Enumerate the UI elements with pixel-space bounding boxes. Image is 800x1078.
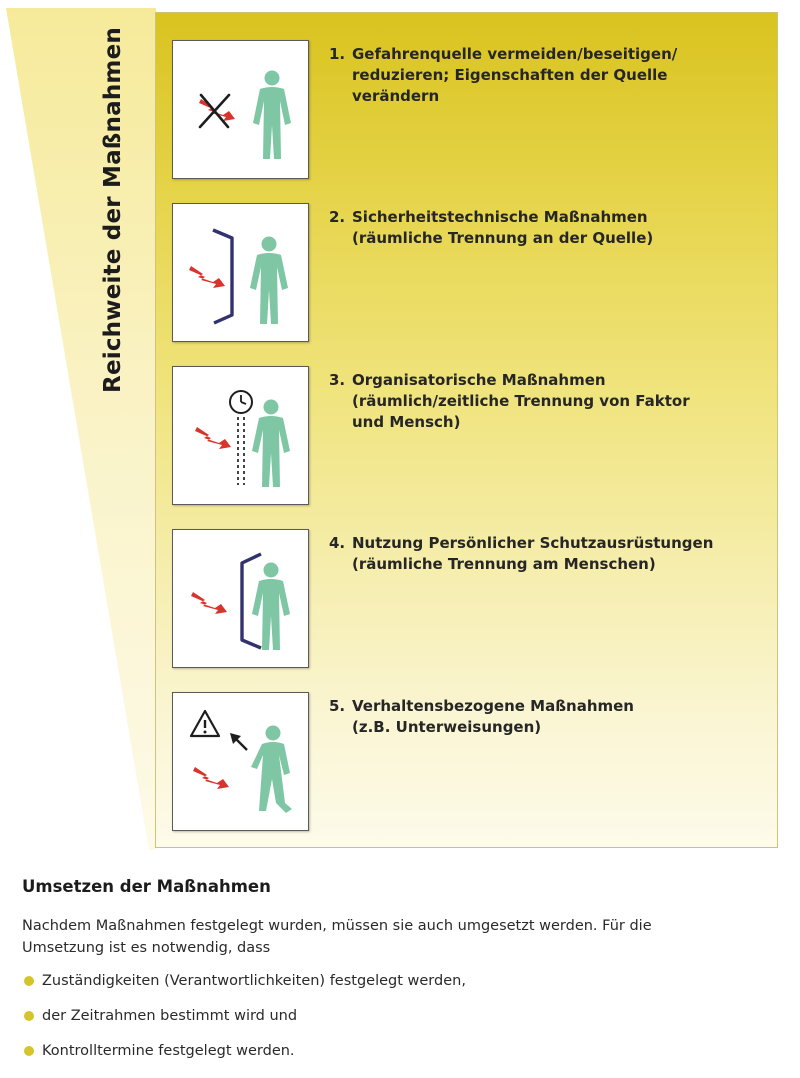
reach-wedge (6, 8, 156, 850)
measure-item-2 (172, 203, 772, 353)
measure-text (329, 696, 769, 738)
measure-line: (räumliche Trennung an der Quelle) (352, 229, 654, 247)
measure-line: Gefahrenquelle vermeiden/beseitigen/ (352, 45, 678, 63)
intro-paragraph (22, 915, 792, 959)
source-barrier-icon (173, 204, 310, 343)
measure-line: Sicherheitstechnische Maßnahmen (352, 208, 648, 226)
measure-item-3 (172, 366, 772, 516)
measure-line: verändern (352, 87, 440, 105)
measure-line: und Mensch) (352, 413, 461, 431)
measure-icon-box (172, 40, 309, 179)
list-item: Zuständigkeiten (Verantwortlichkeiten) festgelegt werden, (22, 970, 466, 1005)
measure-line: Nutzung Persönlicher Schutzausrüstungen (352, 534, 714, 552)
measure-item-1 (172, 40, 772, 190)
section-title: Umsetzen der Maßnahmen (22, 877, 271, 896)
measure-icon-box (172, 529, 309, 668)
pointer-arrow-icon (230, 733, 247, 750)
measure-line: (räumliche Trennung am Menschen) (352, 555, 656, 573)
measure-line: (räumlich/zeitliche Trennung von Faktor (352, 392, 690, 410)
crossed-out-hazard-icon (173, 41, 310, 180)
measure-number: 1. (329, 45, 346, 63)
personal-barrier-icon (173, 530, 310, 669)
intro-line: Nachdem Maßnahmen festgelegt wurden, müssen sie auch umgesetzt werden. Für die (22, 918, 652, 934)
measure-icon-box (172, 203, 309, 342)
reach-label: Reichweite der Maßnahmen (100, 27, 126, 393)
clock-separation-icon (173, 367, 310, 506)
warning-sign-icon (173, 693, 310, 832)
measure-icon-box (172, 692, 309, 831)
measure-number: 2. (329, 208, 346, 226)
measure-line: Verhaltensbezogene Maßnahmen (352, 697, 634, 715)
bullet-list (22, 970, 466, 1075)
measure-line: Organisatorische Maßnahmen (352, 371, 606, 389)
measure-number: 4. (329, 534, 346, 552)
intro-line: Umsetzung ist es notwendig, dass (22, 940, 271, 956)
measure-item-4 (172, 529, 772, 679)
measure-icon-box (172, 366, 309, 505)
list-item: der Zeitrahmen bestimmt wird und (22, 1005, 466, 1040)
measure-text (329, 370, 769, 433)
measure-text (329, 44, 769, 107)
clock-icon (230, 391, 252, 413)
measure-text (329, 207, 769, 249)
list-item: Kontrolltermine festgelegt werden. (22, 1040, 466, 1075)
measure-line: (z.B. Unterweisungen) (352, 718, 542, 736)
warning-triangle-icon (191, 711, 219, 736)
measure-item-5 (172, 692, 772, 842)
measure-number: 3. (329, 371, 346, 389)
measure-text (329, 533, 769, 575)
measure-number: 5. (329, 697, 346, 715)
measure-line: reduzieren; Eigenschaften der Quelle (352, 66, 668, 84)
